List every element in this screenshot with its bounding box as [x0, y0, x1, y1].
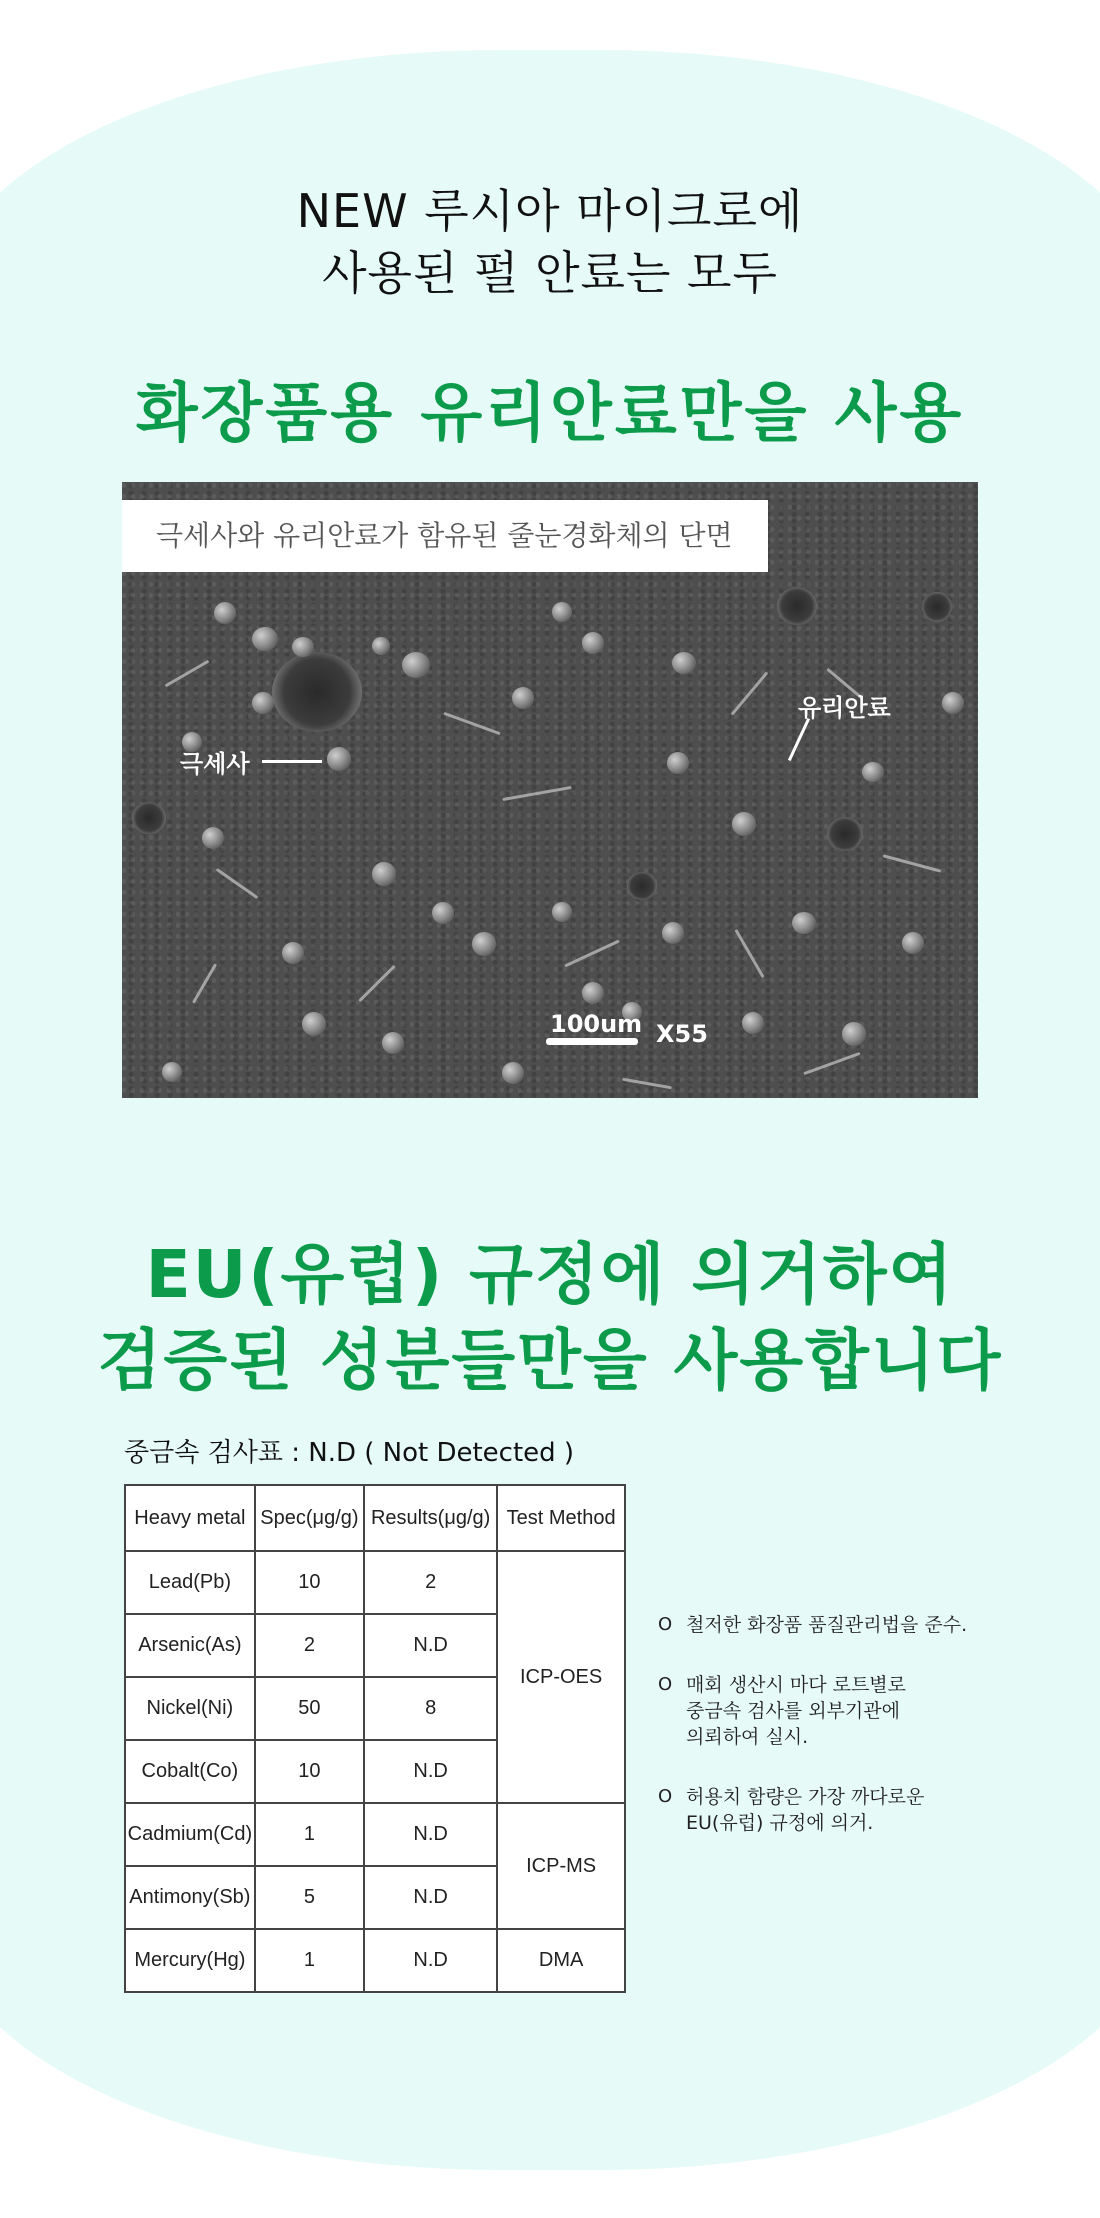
result-cell: N.D [364, 1614, 497, 1677]
table-row [125, 1929, 625, 1992]
metal-cell: Nickel(Ni) [125, 1677, 255, 1740]
spec-cell: 1 [255, 1803, 364, 1866]
glass-pigment-label: 유리안료 [798, 694, 891, 722]
spec-cell: 1 [255, 1929, 364, 1992]
result-cell: 2 [364, 1551, 497, 1614]
result-cell: N.D [364, 1866, 497, 1929]
note-text: 허용치 함량은 가장 까다로운 EU(유럽) 규정에 의거. [686, 1786, 925, 1834]
microfiber [731, 671, 769, 715]
glass-particle [202, 827, 224, 849]
headline-glass-pigment: 화장품용 유리안료만을 사용 [135, 377, 965, 451]
glass-particle [792, 912, 816, 934]
glass-particle [302, 1012, 326, 1036]
magnification-label: X55 [656, 1020, 708, 1048]
intro-line-2: 사용된 펄 안료는 모두 [322, 246, 778, 300]
table-title: 중금속 검사표 : N.D ( Not Detected ) [124, 1438, 575, 1468]
microfiber [192, 963, 217, 1003]
intro-line-1: NEW 루시아 마이크로에 [296, 184, 804, 238]
glass-particle [282, 942, 304, 964]
glass-particle [552, 902, 572, 922]
microfiber-label: 극세사 [180, 750, 250, 778]
pit [922, 592, 952, 622]
glass-particle [214, 602, 236, 624]
circle-bullet-icon: O [658, 1786, 673, 1807]
glass-particle [672, 652, 696, 674]
glass-particle [667, 752, 689, 774]
glass-particle [327, 747, 351, 771]
method-cell: DMA [497, 1929, 625, 1992]
result-cell: N.D [364, 1929, 497, 1992]
microfiber [216, 868, 259, 899]
glass-particle [862, 762, 884, 782]
circle-bullet-icon: O [658, 1614, 673, 1635]
microfiber [883, 854, 942, 872]
result-cell: N.D [364, 1803, 497, 1866]
pit [627, 872, 657, 900]
glass-particle [582, 982, 604, 1004]
note-text: 매회 생산시 마다 로트별로 중금속 검사를 외부기관에 의뢰하여 실시. [686, 1674, 907, 1748]
microfiber [622, 1078, 672, 1090]
scale-bar-label: 100um [550, 1010, 643, 1038]
scale-bar [546, 1038, 638, 1045]
glass-particle [382, 1032, 404, 1054]
glass-particle [292, 637, 314, 657]
metal-cell: Cadmium(Cd) [125, 1803, 255, 1866]
intro-text [0, 180, 1100, 304]
glass-particle [402, 652, 430, 678]
microfiber [502, 786, 571, 801]
glass-particle [662, 922, 684, 944]
note-text: 철저한 화장품 품질관리법을 준수. [686, 1614, 968, 1636]
microfiber [803, 1052, 860, 1075]
microfiber-arrow [262, 760, 322, 763]
metal-cell: Cobalt(Co) [125, 1740, 255, 1803]
headline-eu-line-2: 검증된 성분들만을 사용합니다 [97, 1322, 1003, 1399]
result-cell: N.D [364, 1740, 497, 1803]
metal-cell: Arsenic(As) [125, 1614, 255, 1677]
spec-cell: 10 [255, 1551, 364, 1614]
glass-particle [432, 902, 454, 924]
glass-particle [372, 862, 396, 886]
sem-caption: 극세사와 유리안료가 함유된 줄눈경화체의 단면 [122, 500, 768, 572]
glass-particle [732, 812, 756, 836]
method-cell: ICP-MS [497, 1803, 625, 1929]
pit [827, 817, 863, 851]
header-test-method: Test Method [497, 1485, 625, 1551]
metal-cell: Mercury(Hg) [125, 1929, 255, 1992]
table-header-row [125, 1485, 625, 1551]
glass-particle [512, 687, 534, 709]
quality-notes [658, 1612, 1078, 1870]
spec-cell: 10 [255, 1740, 364, 1803]
glass-particle [252, 692, 274, 714]
headline-eu-regulation [0, 1232, 1100, 1404]
method-cell: ICP-OES [497, 1551, 625, 1803]
header-spec: Spec(μg/g) [255, 1485, 364, 1551]
note-item [658, 1672, 1078, 1750]
headline-eu-line-1: EU(유럽) 규정에 의거하여 [145, 1236, 955, 1313]
pit [777, 587, 817, 625]
glass-particle [372, 637, 390, 655]
spec-cell: 5 [255, 1866, 364, 1929]
header-heavy-metal: Heavy metal [125, 1485, 255, 1551]
glass-particle [842, 1022, 866, 1046]
glass-particle [252, 627, 278, 651]
header-results: Results(μg/g) [364, 1485, 497, 1551]
glass-particle [502, 1062, 524, 1084]
table-row [125, 1803, 625, 1866]
result-cell: 8 [364, 1677, 497, 1740]
large-pit [272, 652, 362, 732]
microfiber [443, 712, 500, 735]
glass-particle [582, 632, 604, 654]
note-item [658, 1612, 1078, 1638]
spec-cell: 50 [255, 1677, 364, 1740]
spec-cell: 2 [255, 1614, 364, 1677]
microfiber [165, 660, 210, 688]
microfiber [564, 939, 620, 967]
glass-particle [742, 1012, 764, 1034]
glass-particle [472, 932, 496, 956]
circle-bullet-icon: O [658, 1674, 673, 1695]
glass-particle [942, 692, 964, 714]
sem-micrograph [122, 482, 978, 1098]
glass-pigment-arrow [788, 718, 810, 761]
glass-particle [162, 1062, 182, 1082]
glass-particle [552, 602, 572, 622]
metal-cell: Antimony(Sb) [125, 1866, 255, 1929]
microfiber [734, 929, 764, 978]
pit [132, 802, 166, 834]
glass-particle [902, 932, 924, 954]
heavy-metal-table [124, 1484, 626, 1993]
metal-cell: Lead(Pb) [125, 1551, 255, 1614]
table-row [125, 1551, 625, 1614]
note-item [658, 1784, 1078, 1836]
microfiber [358, 965, 395, 1002]
